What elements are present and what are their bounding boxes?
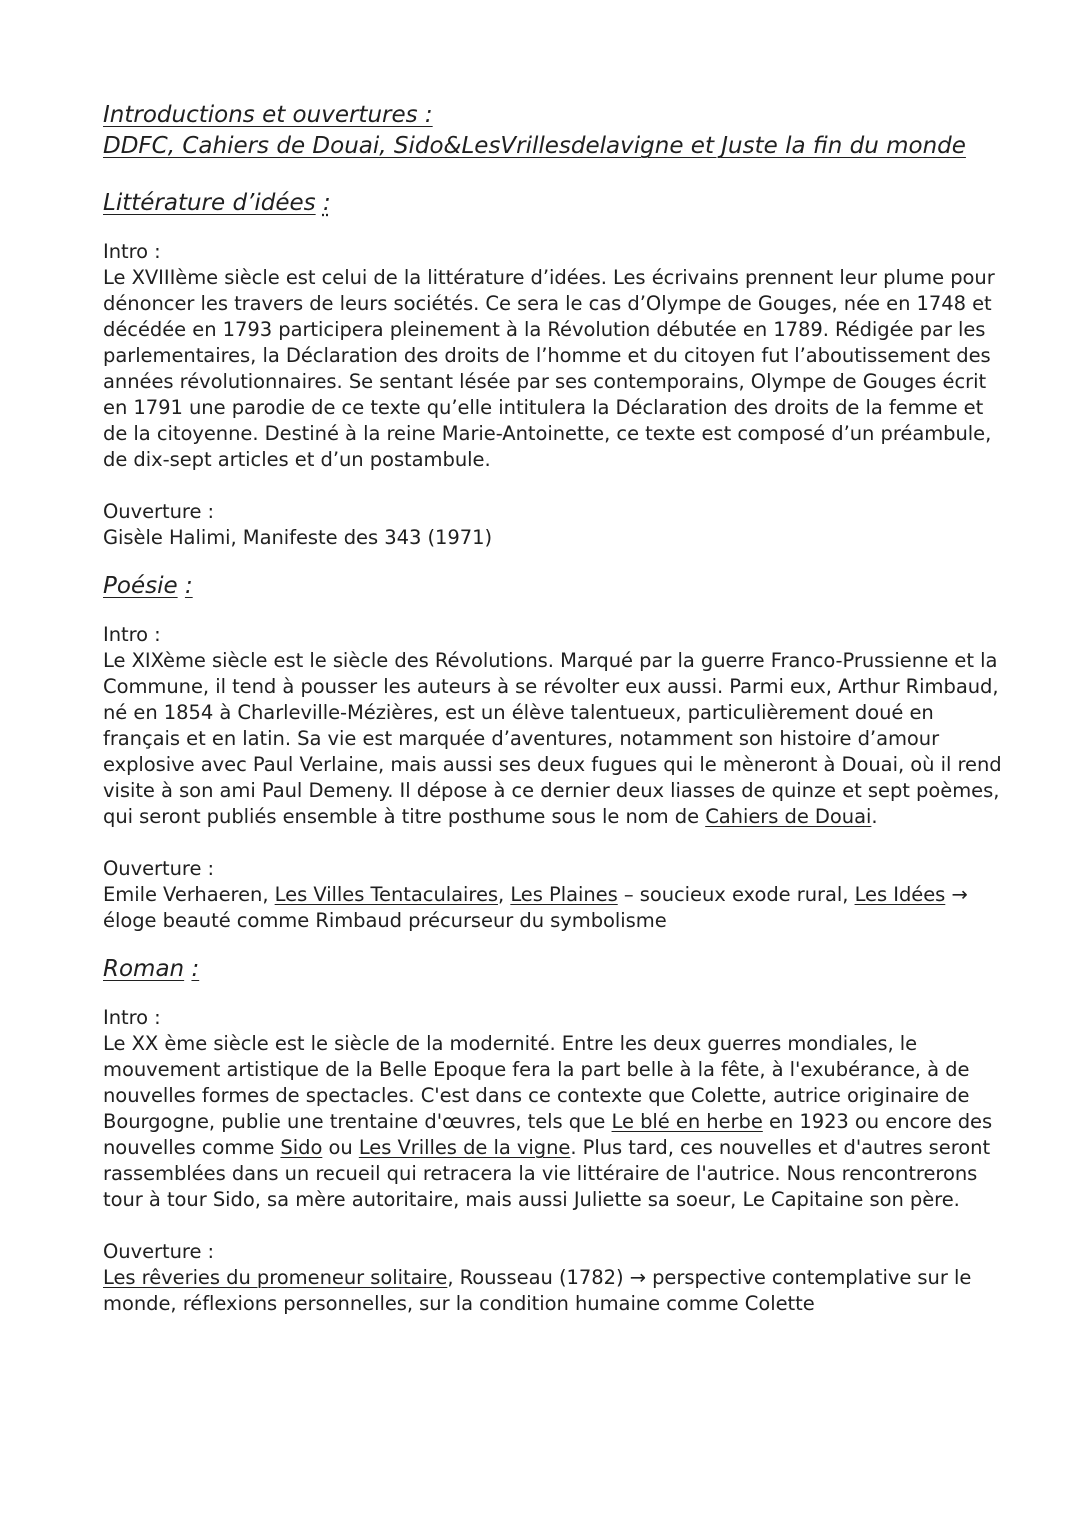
- document-page: [103, 100, 1003, 1317]
- work-title-link: Les Villes Tentaculaires: [274, 883, 499, 906]
- document-title-line-2: DDFC, Cahiers de Douai, Sido&LesVrillesdelavigne et Juste la fin du monde: [103, 133, 966, 159]
- work-title-link: Le blé en herbe: [611, 1110, 763, 1133]
- work-title-link: Sido: [280, 1136, 323, 1159]
- section-heading-litterature: Littérature d’idées :: [103, 190, 331, 216]
- intro-label: Intro :: [103, 1006, 161, 1029]
- document-title-line-1: Introductions et ouvertures :: [103, 102, 433, 128]
- intro-label: Intro :: [103, 623, 161, 646]
- ouverture-paragraph: Emile Verhaeren, Les Villes Tentaculaires, Les Plaines – soucieux exode rural, Les Idées → éloge beauté comme Rimbaud précurseur du symbolisme: [103, 883, 968, 932]
- work-title-link: Les rêveries du promeneur solitaire: [103, 1266, 448, 1289]
- work-title-link: Les Idées: [854, 883, 946, 906]
- intro-label: Intro :: [103, 240, 161, 263]
- section-heading-poesie: Poésie :: [103, 573, 193, 599]
- ouverture-label: Ouverture :: [103, 857, 215, 880]
- ouverture-paragraph: Gisèle Halimi, Manifeste des 343 (1971): [103, 526, 493, 549]
- ouverture-paragraph: Les rêveries du promeneur solitaire, Rousseau (1782) → perspective contemplative sur le monde, réflexions personnelles, sur la condition humaine comme Colette: [103, 1266, 972, 1315]
- intro-paragraph: Le XX ème siècle est le siècle de la modernité. Entre les deux guerres mondiales, le mouvement artistique de la Belle Epoque fera la part belle à la fête, à l'exubérance, à de nouvelles formes de spectacles. C'est dans ce contexte que Colette, autrice originaire de Bourgogne, publie une trentaine d'œuvres, tels que Le blé en herbe en 1923 ou encore des nouvelles comme Sido ou Les Vrilles de la vigne. Plus tard, ces nouvelles et d'autres seront rassemblées dans un recueil qui retracera la vie littéraire de l'autrice. Nous rencontrerons tour à tour Sido, sa mère autoritaire, mais aussi Juliette sa soeur, Le Capitaine son père.: [103, 1032, 993, 1211]
- section-heading-roman: Roman :: [103, 956, 200, 982]
- ouverture-label: Ouverture :: [103, 1240, 215, 1263]
- work-title-link: Les Vrilles de la vigne: [358, 1136, 571, 1159]
- work-title-link: Cahiers de Douai: [705, 805, 872, 828]
- intro-paragraph: Le XVIIIème siècle est celui de la littérature d’idées. Les écrivains prennent leur plume pour dénoncer les travers de leurs sociétés. Ce sera le cas d’Olympe de Gouges, née en 1748 et décédée en 1793 participera pleinement à la Révolution débutée en 1789. Rédigée par les parlementaires, la Déclaration des droits de l’homme et du citoyen fut l’aboutissement des années révolutionnaires. Se sentant lésée par ses contemporains, Olympe de Gouges écrit en 1791 une parodie de ce texte qu’elle intitulera la Déclaration des droits de la femme et de la citoyenne. Destiné à la reine Marie-Antoinette, ce texte est composé d’un préambule, de dix-sept articles et d’un postambule.: [103, 266, 995, 471]
- work-title-link: Les Plaines: [510, 883, 618, 906]
- intro-paragraph: Le XIXème siècle est le siècle des Révolutions. Marqué par la guerre Franco-Prussienne et la Commune, il tend à pousser les auteurs à se révolter eux aussi. Parmi eux, Arthur Rimbaud, né en 1854 à Charleville-Mézières, est un élève talentueux, particulièrement doué en français et en latin. Sa vie est marquée d’aventures, notamment son histoire d’amour explosive avec Paul Verlaine, mais aussi ses deux fugues qui le mèneront à Douai, où il rend visite à son ami Paul Demeny. Il dépose à ce dernier deux liasses de quinze et sept poèmes, qui seront publiés ensemble à titre posthume sous le nom de Cahiers de Douai.: [103, 649, 1002, 828]
- ouverture-label: Ouverture :: [103, 500, 215, 523]
